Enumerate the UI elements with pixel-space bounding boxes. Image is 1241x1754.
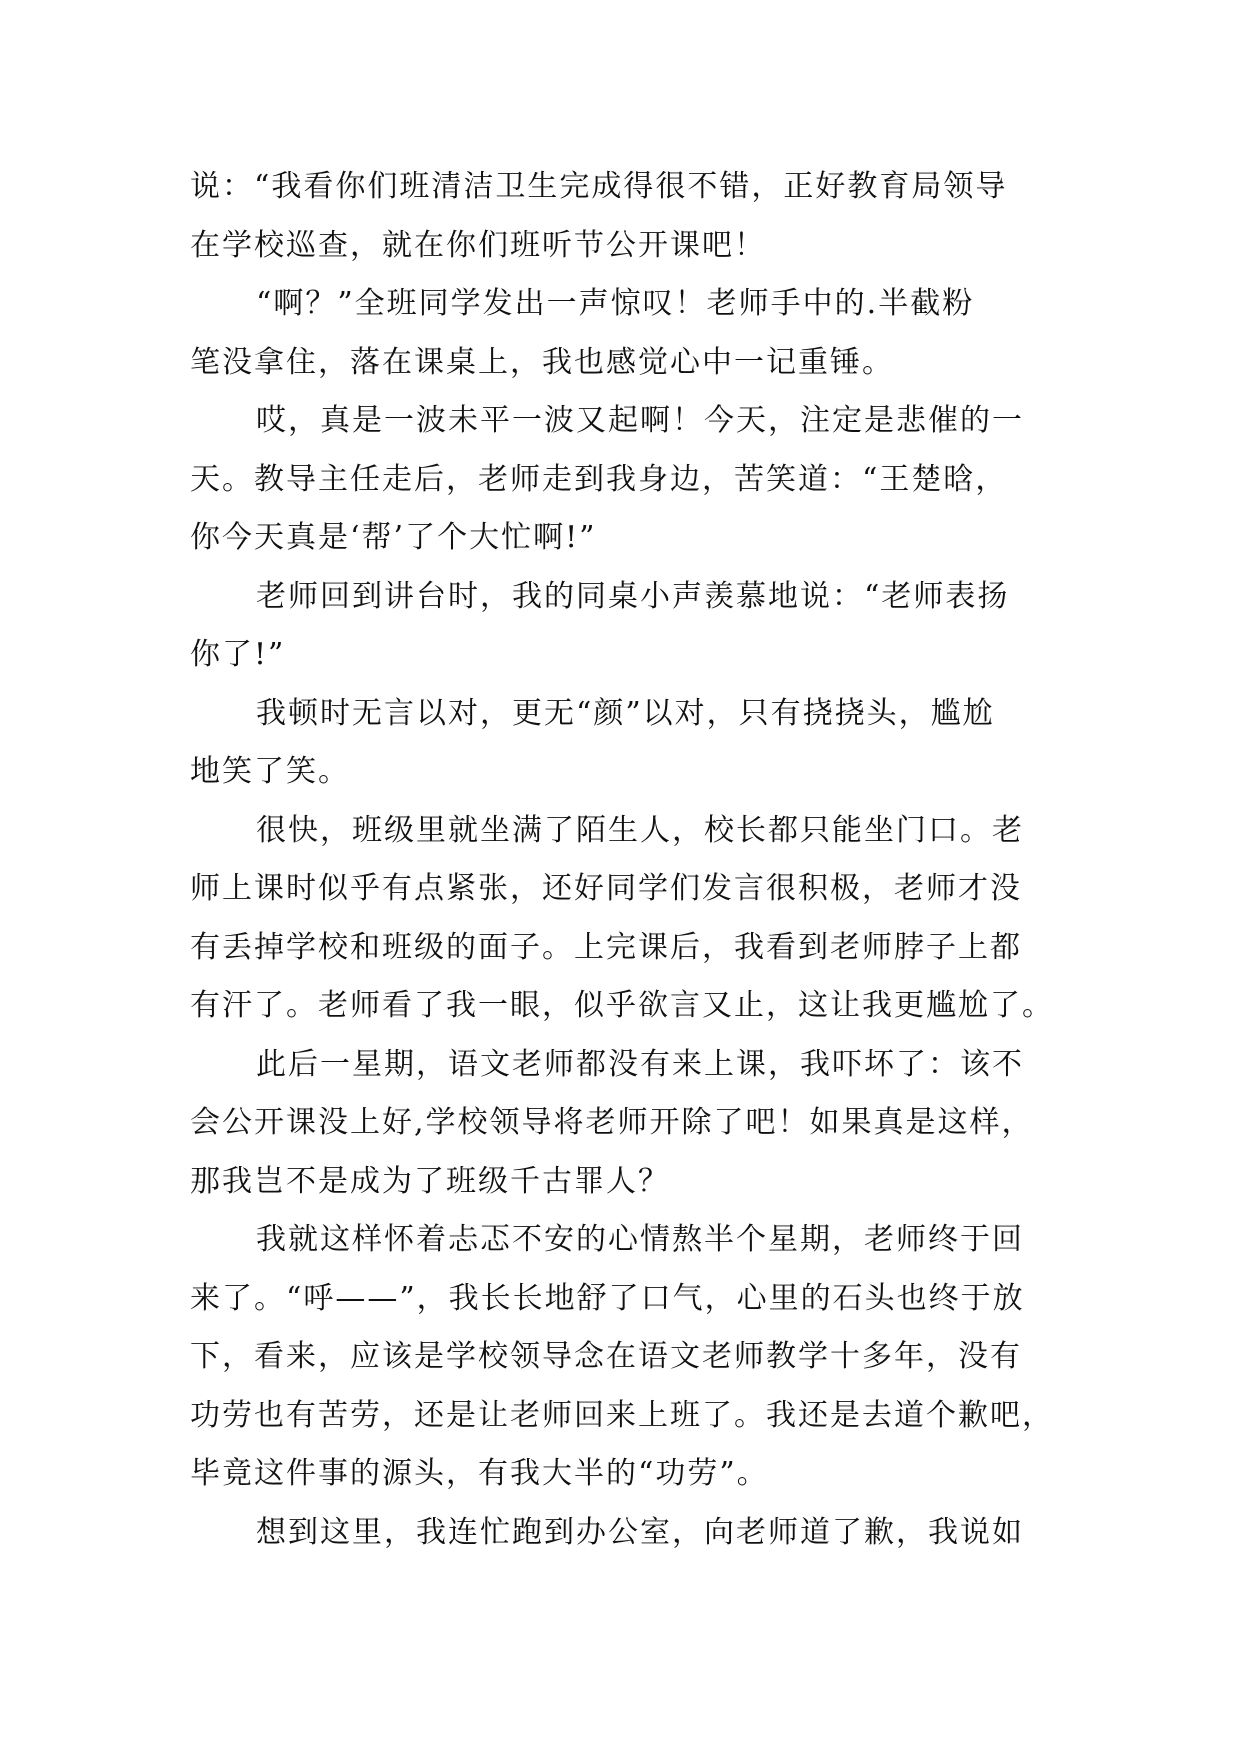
text-line: 那我岂不是成为了班级千古罪人？ (190, 1163, 670, 1199)
text-line: 哎，真是一波未平一波又起啊！今天，注定是悲催的一 (256, 403, 1024, 438)
text-line: 会公开课没上好,学校领导将老师开除了吧！如果真是这样， (190, 1105, 1034, 1140)
text-line: “啊？”全班同学发出一声惊叹！老师手中的.半截粉 (256, 286, 975, 321)
text-line: 此后一星期，语文老师都没有来上课，我吓坏了：该不 (256, 1046, 1024, 1082)
text-line: 下，看来，应该是学校领导念在语文老师教学十多年，没有 (190, 1339, 1022, 1374)
text-line: 有丢掉学校和班级的面子。上完课后，我看到老师脖子上都 (190, 929, 1022, 965)
text-line: 说：“我看你们班清洁卫生完成得很不错，正好教育局领导 (190, 169, 1008, 204)
text-line: 我顿时无言以对，更无“颜”以对，只有挠挠头，尴尬 (256, 695, 995, 731)
text-line: 功劳也有苦劳，还是让老师回来上班了。我还是去道个歉吧， (190, 1397, 1054, 1433)
text-line: 有汗了。老师看了我一眼，似乎欲言又止，这让我更尴尬了。 (190, 988, 1054, 1023)
text-line: 天。教导主任走后，老师走到我身边，苦笑道：“王楚晗， (190, 461, 1008, 497)
text-line: 在学校巡查，就在你们班听节公开课吧！ (190, 227, 766, 263)
text-line: 笔没拿住，落在课桌上，我也感觉心中一记重锤。 (190, 344, 894, 380)
text-line: 师上课时似乎有点紧张，还好同学们发言很积极，老师才没 (190, 871, 1022, 906)
text-line: 我就这样怀着忐忑不安的心情熬半个星期，老师终于回 (256, 1222, 1024, 1257)
text-line: 很快，班级里就坐满了陌生人，校长都只能坐门口。老 (256, 812, 1024, 848)
text-line: 来了。“呼——”，我长长地舒了口气，心里的石头也终于放 (190, 1280, 1025, 1316)
text-line: 你今天真是‘帮’了个大忙啊!” (190, 520, 597, 555)
text-line: 你了!” (190, 637, 286, 672)
text-line: 地笑了笑。 (190, 754, 350, 789)
document-body (190, 158, 1054, 1562)
text-line: 想到这里，我连忙跑到办公室，向老师道了歉，我说如 (256, 1514, 1024, 1550)
text-line: 毕竟这件事的源头，有我大半的“功劳”。 (190, 1456, 769, 1491)
text-line: 老师回到讲台时，我的同桌小声羡慕地说：“老师表扬 (256, 578, 1010, 614)
